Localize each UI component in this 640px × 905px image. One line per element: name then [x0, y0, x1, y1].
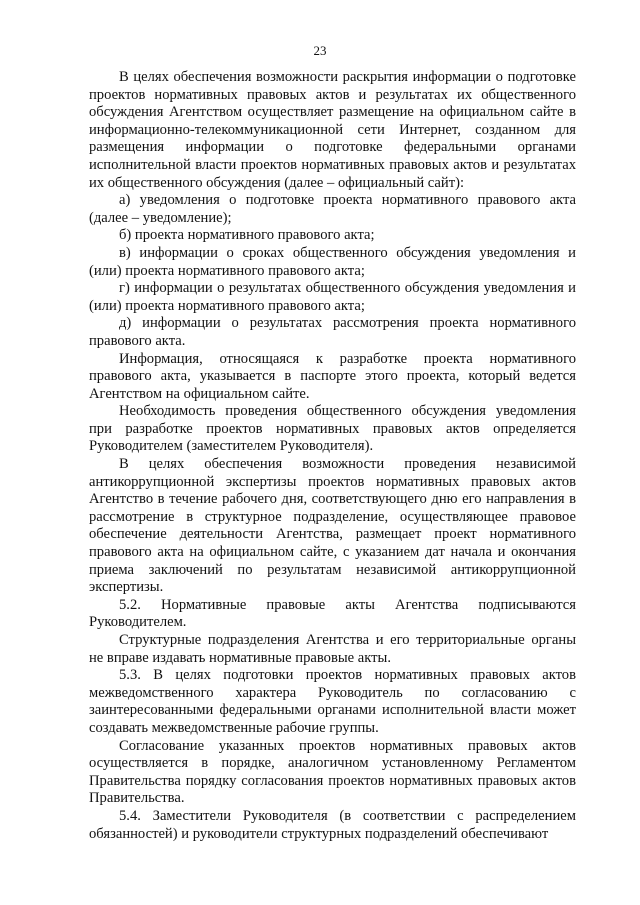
paragraph-section-5-4: 5.4. Заместители Руководителя (в соответствии с распределением обязанностей) и руководители структурных подразделений обеспечивают: [89, 807, 576, 842]
paragraph-passport-info: Информация, относящаяся к разработке проекта нормативного правового акта, указывается в паспорте этого проекта, который ведется Агентством на официальном сайте.: [89, 350, 576, 402]
paragraph-approval: Согласование указанных проектов нормативных правовых актов осуществляется в порядке, аналогичном установленному Регламентом Правительства порядку согласования проектов нормативных правовых актов Правительства.: [89, 737, 576, 807]
document-body: [89, 69, 576, 843]
paragraph-item-b: б) проекта нормативного правового акта;: [119, 227, 375, 244]
paragraph-structural-units: Структурные подразделения Агентства и его территориальные органы не вправе издавать нормативные правовые акты.: [89, 632, 576, 666]
paragraph-item-a: а) уведомления о подготовке проекта нормативного правового акта (далее – уведомление);: [89, 192, 576, 226]
paragraph-section-5-3: 5.3. В целях подготовки проектов нормативных правовых актов межведомственного характера Руководитель по согласованию с заинтересованными федеральными органами исполнительной власти может создавать межведомственные рабочие группы.: [89, 667, 576, 736]
paragraph-anticorruption: В целях обеспечения возможности проведения независимой антикоррупционной экспертизы проектов нормативных правовых актов Агентство в течение рабочего дня, соответствующего дню его направления в рассмотрение в структурное подразделение, осуществляющее правовое обеспечение деятельности Агентства, размещает проект нормативного правового акта на официальном сайте, с указанием дат начала и окончания приема заключений по результатам независимой антикоррупционной экспертизы.: [89, 456, 576, 596]
page-number: 23: [313, 43, 327, 58]
paragraph-item-d: д) информации о результатах рассмотрения проекта нормативного правового акта.: [89, 315, 576, 349]
paragraph-item-g: г) информации о результатах общественного обсуждения уведомления и (или) проекта нормативного правового акта;: [89, 280, 576, 314]
paragraph-item-v: в) информации о сроках общественного обсуждения уведомления и (или) проекта нормативного правового акта;: [89, 244, 576, 279]
paragraph-discussion-necessity: Необходимость проведения общественного обсуждения уведомления при разработке проектов нормативных правовых актов определяется Руководителем (заместителем Руководителя).: [89, 403, 576, 455]
paragraph-section-5-2: 5.2. Нормативные правовые акты Агентства подписываются Руководителем.: [89, 596, 576, 631]
paragraph-intro: В целях обеспечения возможности раскрытия информации о подготовке проектов нормативных правовых актов и результатах их общественного обсуждения Агентством осуществляет размещение на официальном сайте в информационно-телекоммуникационной сети Интернет, созданном для размещения информации о подготовке федеральными органами исполнительной власти проектов нормативных правовых актов и результатах их общественного обсуждения (далее – официальный сайт):: [89, 69, 576, 191]
